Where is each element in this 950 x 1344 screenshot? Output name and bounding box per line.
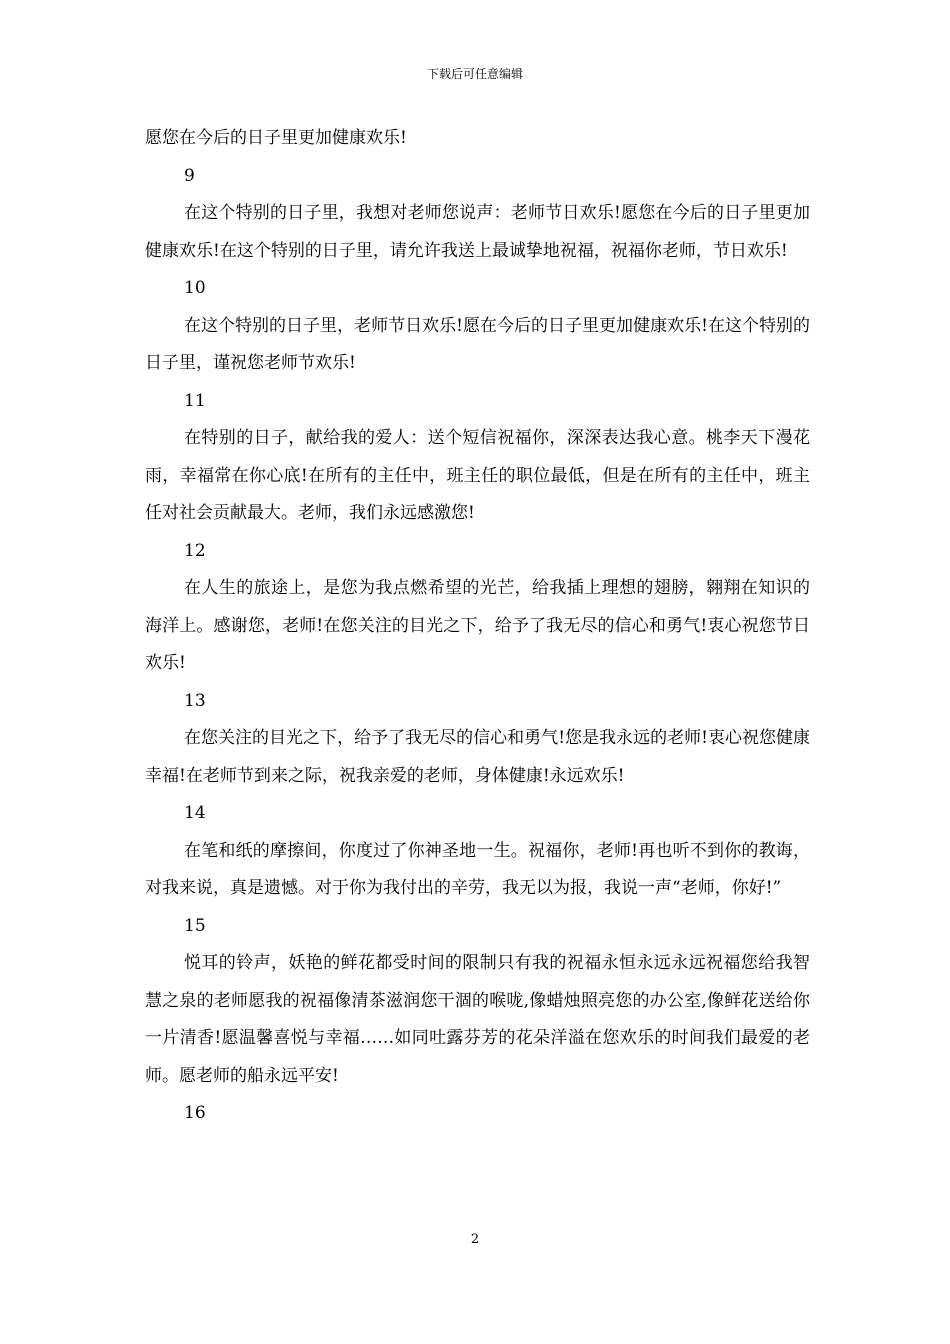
item-number: 16: [184, 1103, 206, 1123]
item-number: 15: [184, 915, 206, 936]
paragraph: 在这个特别的日子里，我想对老师您说声：老师节日欢乐!愿您在今后的日子里更加健康欢乐!在这个特别的日子里，请允许我送上最诚挚地祝福，祝福你老师，节日欢乐!: [145, 203, 810, 261]
document-body: [145, 120, 810, 1133]
paragraph: 在人生的旅途上，是您为我点燃希望的光芒，给我插上理想的翅膀，翱翔在知识的海洋上。感谢您，老师!在您关注的目光之下，给予了我无尽的信心和勇气!衷心祝您节日欢乐!: [145, 578, 810, 673]
item-number: 13: [184, 690, 206, 711]
page-number: 2: [470, 1232, 480, 1247]
item-number: 9: [184, 165, 195, 186]
paragraph: 在特别的日子，献给我的爱人：送个短信祝福你，深深表达我心意。桃李天下漫花雨，幸福常在你心底!在所有的主任中，班主任的职位最低，但是在所有的主任中，班主任对社会贡献最大。老师，我们永远感激您!: [145, 428, 810, 523]
item-number: 11: [184, 390, 206, 411]
page-header-note: 下载后可任意编辑: [426, 67, 523, 81]
paragraph-continuation: 愿您在今后的日子里更加健康欢乐!: [145, 128, 407, 148]
paragraph: 悦耳的铃声，妖艳的鲜花都受时间的限制只有我的祝福永恒永远永远祝福您给我智慧之泉的老师愿我的祝福像清茶滋润您干涸的喉咙,像蜡烛照亮您的办公室,像鲜花送给你一片清香!愿温馨喜悦与幸福……如同吐露芬芳的花朵洋溢在您欢乐的时间我们最爱的老师。愿老师的船永远平安!: [145, 953, 810, 1086]
paragraph: 在笔和纸的摩擦间，你度过了你神圣地一生。祝福你，老师!再也听不到你的教诲，对我来说，真是遗憾。对于你为我付出的辛劳，我无以为报，我说一声“老师，你好!”: [145, 840, 810, 898]
paragraph: 在您关注的目光之下，给予了我无尽的信心和勇气!您是我永远的老师!衷心祝您健康幸福!在老师节到来之际，祝我亲爱的老师，身体健康!永远欢乐!: [145, 728, 810, 786]
item-number: 12: [184, 540, 206, 561]
item-number: 14: [184, 803, 206, 823]
item-number: 10: [184, 278, 206, 298]
paragraph: 在这个特别的日子里，老师节日欢乐!愿在今后的日子里更加健康欢乐!在这个特别的日子里，谨祝您老师节欢乐!: [145, 315, 810, 373]
